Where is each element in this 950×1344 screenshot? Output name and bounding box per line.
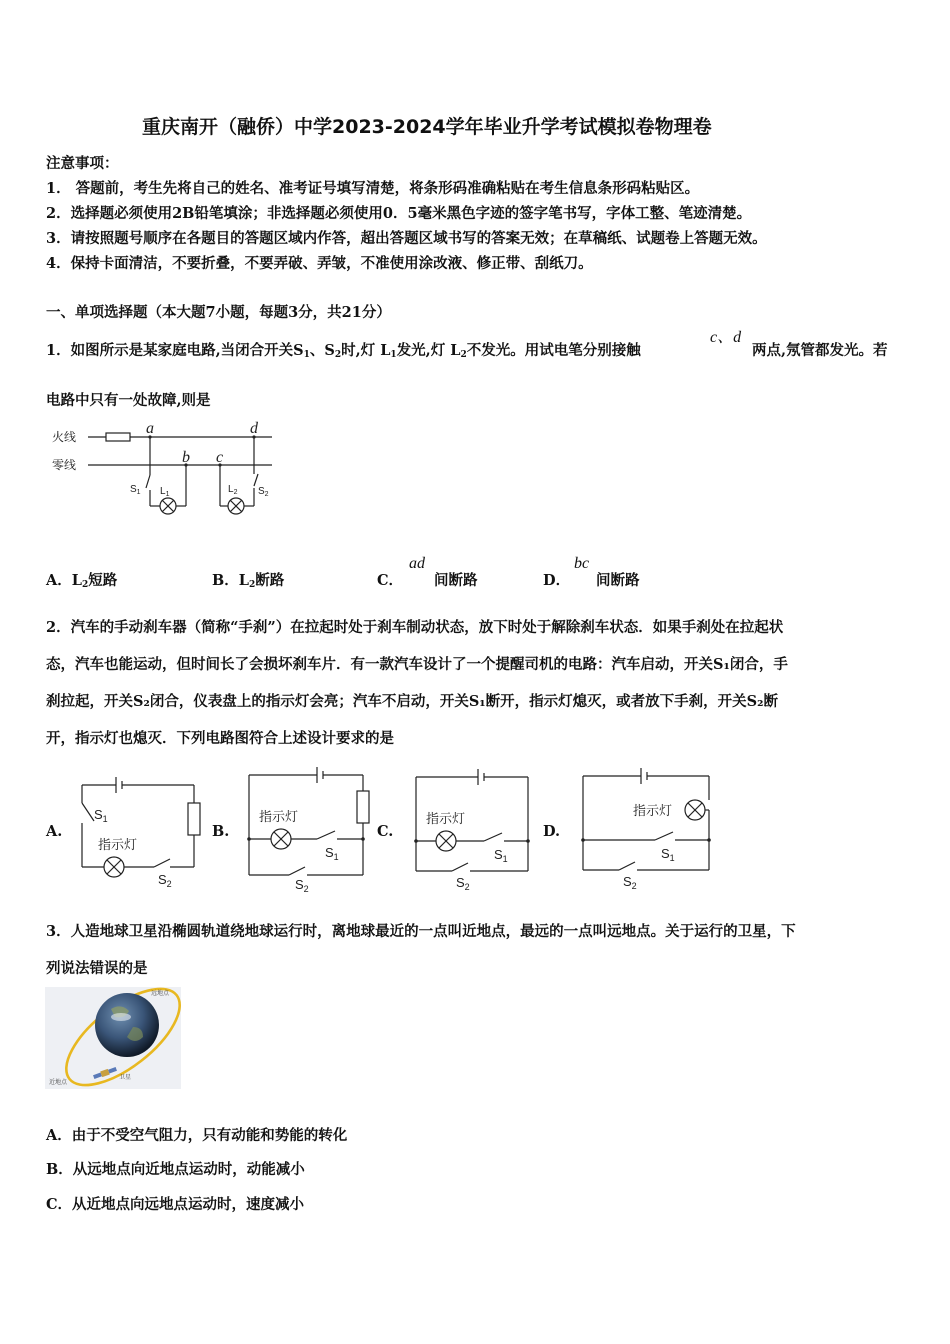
point-c: c xyxy=(216,449,224,466)
notice-item-3: 3．请按照题号顺序在各题目的答题区域内作答，超出答题区域书写的答案无效；在草稿纸、试题卷上答题无效。 xyxy=(46,230,767,247)
fig-l1-label: $L_1$ xyxy=(160,486,170,498)
earth-icon xyxy=(95,993,159,1057)
q3-stem-line1: 3．人造地球卫星沿椭圆轨道绕地球运行时，离地球最近的一点叫近地点，最远的一点叫远地点。关于运行的卫星，下 xyxy=(46,923,796,940)
q2-circuit-d xyxy=(577,766,717,891)
q1-option-a[interactable]: A．$L_2$短路 xyxy=(46,572,118,590)
q1-stem-line1: 1．如图所示是某家庭电路,当闭合开关$S_1$、$S_2$时,灯 $L_1$发光,灯 $L_2$不发光。用试电笔分别接触 xyxy=(46,342,641,360)
q2-circuit-a xyxy=(72,775,202,889)
near-point-label: 近地点 xyxy=(49,1080,68,1086)
q2-option-b[interactable]: B. xyxy=(212,823,230,840)
q2-stem-line1: 2．汽车的手动刹车器（简称“手刹”）在拉起时处于刹车制动状态，放下时处于解除刹车状态．如果手刹处在拉起状 xyxy=(46,619,784,636)
q1-math-cd: c、d xyxy=(710,329,742,346)
q1-option-d-text: 间断路 xyxy=(596,572,640,589)
q2-stem-line4: 开，指示灯也熄灭．下列电路图符合上述设计要求的是 xyxy=(46,730,394,747)
notice-item-1: 1． 答题前，考生先将自己的姓名、准考证号填写清楚，将条形码准确粘贴在考生信息条形码粘贴区。 xyxy=(46,180,700,197)
q1-option-c-math: ad xyxy=(409,555,425,572)
switch-s1-icon xyxy=(317,831,335,839)
switch-s1-icon xyxy=(655,832,673,840)
q1-stem-line2: 电路中只有一处故障,则是 xyxy=(46,392,211,409)
q1-option-b[interactable]: B．$L_2$断路 xyxy=(212,572,285,590)
notice-item-2: 2．选择题必须使用2B铅笔填涂；非选择题必须使用0．5毫米黑色字迹的签字笔书写，字体工整、笔迹清楚。 xyxy=(46,205,752,222)
q2-option-d[interactable]: D. xyxy=(543,823,561,840)
s1-label: $S_1$ xyxy=(661,846,675,863)
q1-option-d-math: bc xyxy=(574,555,590,572)
lamp-label: 指示灯 xyxy=(98,837,138,852)
resistor-icon xyxy=(188,803,200,835)
point-a: a xyxy=(146,420,154,437)
switch-s1-icon xyxy=(82,803,94,821)
switch-s2-icon xyxy=(619,862,635,870)
s1-label: $S_1$ xyxy=(325,845,339,862)
q1-option-c[interactable]: C． xyxy=(377,572,404,589)
switch-s1-icon xyxy=(484,833,502,841)
q3-option-c[interactable]: C．从近地点向远地点运动时，速度减小 xyxy=(46,1196,305,1213)
lamp-label: 指示灯 xyxy=(633,803,673,818)
page-title: 重庆南开（融侨）中学2023-2024学年毕业升学考试模拟卷物理卷 xyxy=(142,116,712,138)
q2-stem-line2: 态，汽车也能运动，但时间长了会损坏刹车片．有一款汽车设计了一个提醒司机的电路：汽车启动，开关S₁闭合，手 xyxy=(46,656,788,673)
point-b: b xyxy=(182,449,190,466)
s2-label: $S_2$ xyxy=(158,872,172,889)
fig-s1-label: $S_1$ xyxy=(130,484,141,496)
fig-neutral-label: 零线 xyxy=(52,458,77,472)
fig-live-label: 火线 xyxy=(52,430,77,444)
s2-label: $S_2$ xyxy=(456,875,470,892)
switch-s2-icon xyxy=(452,863,468,871)
section-heading: 一、单项选择题（本大题7小题，每题3分，共21分） xyxy=(46,304,391,321)
notice-heading: 注意事项： xyxy=(46,155,119,172)
s2-label: $S_2$ xyxy=(623,874,637,891)
far-point-label: 远地点 xyxy=(151,991,170,997)
q1-stem-line1-end: 两点,氖管都发光。若 xyxy=(752,342,888,359)
point-d: d xyxy=(250,420,258,437)
switch-s2-icon xyxy=(289,867,305,875)
q2-circuit-c xyxy=(410,767,540,892)
fuse-icon xyxy=(106,433,130,441)
q1-option-d[interactable]: D． xyxy=(543,572,571,589)
q3-orbit-figure xyxy=(45,987,181,1089)
q1-option-c-text: 间断路 xyxy=(434,572,478,589)
s2-label: $S_2$ xyxy=(295,877,309,894)
satellite-label: 卫星 xyxy=(119,1075,132,1081)
q3-option-a[interactable]: A．由于不受空气阻力，只有动能和势能的转化 xyxy=(46,1127,348,1144)
q2-stem-line3: 刹拉起，开关S₂闭合，仪表盘上的指示灯会亮；汽车不启动，开关S₁断开，指示灯熄灭，或者放下手刹，开关S₂断 xyxy=(46,693,778,710)
q3-stem-line2: 列说法错误的是 xyxy=(46,960,148,977)
fig-l2-label: $L_2$ xyxy=(228,484,238,496)
s1-label: $S_1$ xyxy=(494,847,508,864)
s1-label: $S_1$ xyxy=(94,807,108,824)
q2-option-a[interactable]: A. xyxy=(46,823,63,840)
q2-option-c[interactable]: C. xyxy=(377,823,394,840)
q3-option-b[interactable]: B．从远地点向近地点运动时，动能减小 xyxy=(46,1161,305,1178)
fig-s2-label: $S_2$ xyxy=(258,486,269,498)
q1-circuit-figure xyxy=(46,420,286,530)
lamp-label: 指示灯 xyxy=(259,809,299,824)
lamp-label: 指示灯 xyxy=(426,811,466,826)
q2-circuit-b xyxy=(243,765,373,894)
notice-item-4: 4．保持卡面清洁，不要折叠，不要弄破、弄皱，不准使用涂改液、修正带、刮纸刀。 xyxy=(46,255,593,272)
resistor-icon xyxy=(357,791,369,823)
switch-s2-icon xyxy=(154,859,170,867)
